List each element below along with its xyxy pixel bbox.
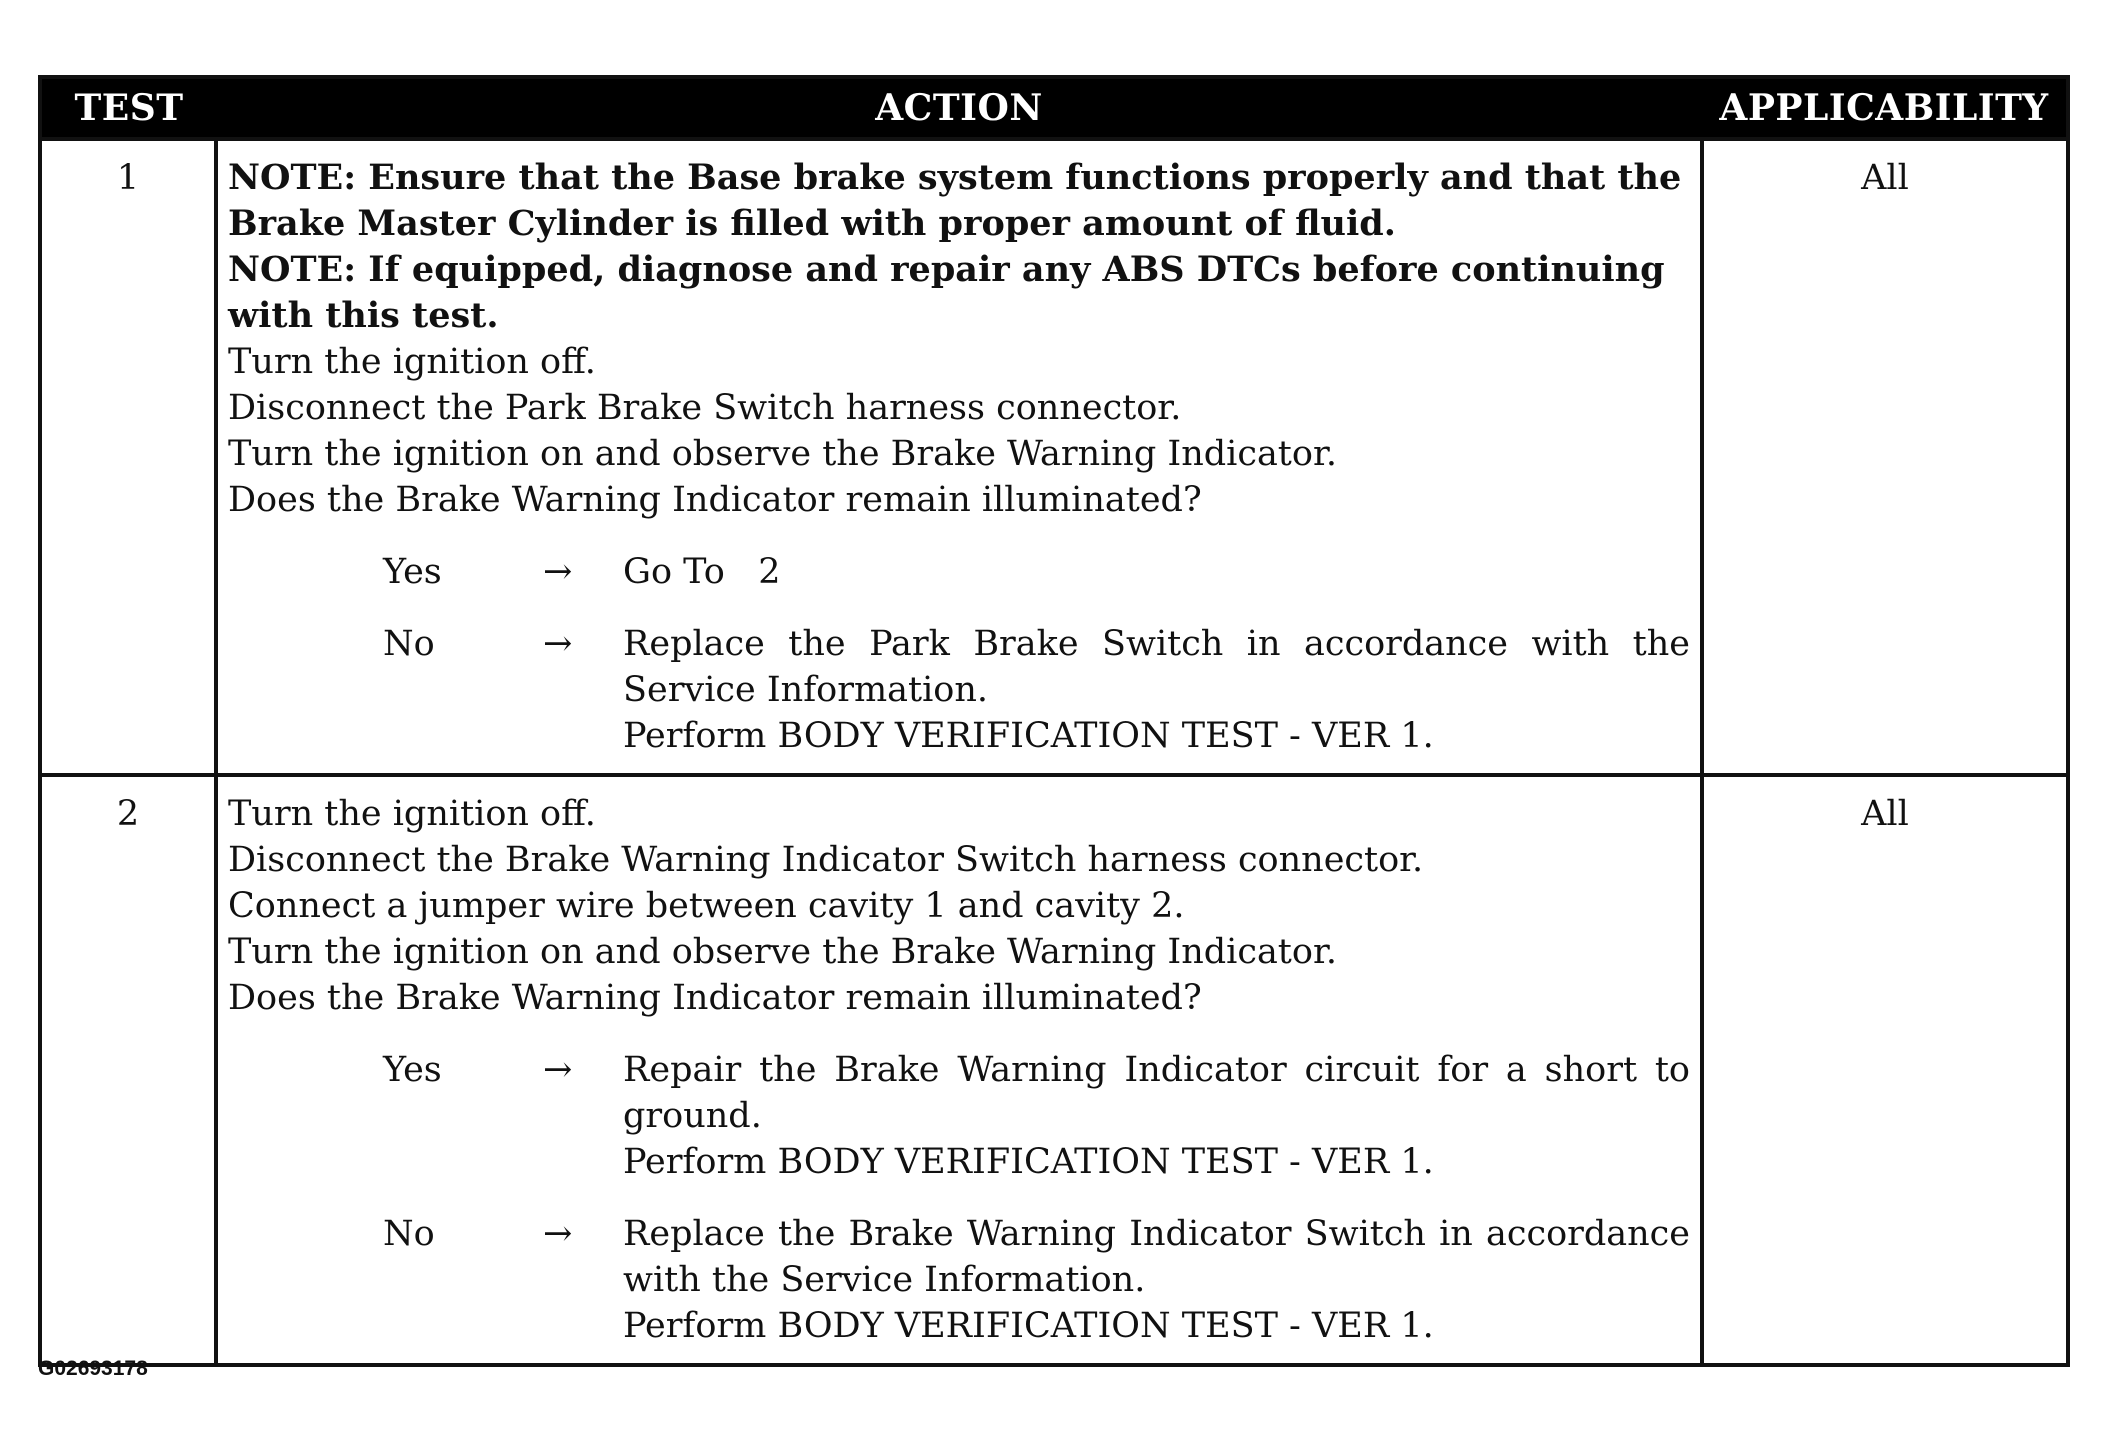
diagnostic-test-table	[38, 75, 2070, 1367]
yes-result	[623, 1047, 1690, 1185]
note-text: NOTE: If equipped, diagnose and repair any ABS DTCs before continuing with this test.	[228, 249, 1665, 336]
applicability-cell: All	[1702, 139, 2066, 775]
header-action: ACTION	[216, 79, 1702, 139]
step-text: Connect a jumper wire between cavity 1 and cavity 2.	[228, 886, 1185, 926]
yes-outcome	[383, 1047, 1690, 1185]
result-text: Perform BODY VERIFICATION TEST - VER 1.	[623, 1142, 1434, 1182]
test-number: 2	[42, 775, 216, 1363]
arrow-right-icon: →	[543, 624, 573, 664]
result-text: Replace the Park Brake Switch in accordance with the Service Information.	[623, 624, 1690, 710]
result-text: Repair the Brake Warning Indicator circuit for a short to ground.	[623, 1050, 1690, 1136]
arrow-right-icon: →	[543, 1214, 573, 1254]
header-applicability: APPLICABILITY	[1702, 79, 2066, 139]
header-row	[42, 79, 2066, 139]
table-row	[42, 775, 2066, 1363]
step-text: Does the Brake Warning Indicator remain illuminated?	[228, 978, 1202, 1018]
result-text: Go To 2	[623, 552, 781, 592]
no-result	[623, 1211, 1690, 1349]
yes-label: Yes	[383, 1050, 442, 1090]
no-result	[623, 621, 1690, 759]
yes-result	[623, 549, 1690, 595]
no-label: No	[383, 624, 435, 664]
test-table	[42, 79, 2066, 1363]
action-cell	[216, 775, 1702, 1363]
step-text: Turn the ignition off.	[228, 794, 596, 834]
result-text: Perform BODY VERIFICATION TEST - VER 1.	[623, 1306, 1434, 1346]
figure-id: G02693178	[38, 1357, 148, 1380]
header-test: TEST	[42, 79, 216, 139]
table-row	[42, 139, 2066, 775]
yes-outcome	[383, 549, 1690, 595]
step-text: Turn the ignition on and observe the Brake Warning Indicator.	[228, 434, 1337, 474]
yes-label: Yes	[383, 552, 442, 592]
result-text: Perform BODY VERIFICATION TEST - VER 1.	[623, 716, 1434, 756]
no-outcome	[383, 621, 1690, 759]
arrow-right-icon: →	[543, 1050, 573, 1090]
arrow-right-icon: →	[543, 552, 573, 592]
no-label: No	[383, 1214, 435, 1254]
step-text: Turn the ignition on and observe the Brake Warning Indicator.	[228, 932, 1337, 972]
no-outcome	[383, 1211, 1690, 1349]
action-cell	[216, 139, 1702, 775]
note-text: NOTE: Ensure that the Base brake system functions properly and that the Brake Master Cylinder is filled with proper amount of fluid.	[228, 157, 1682, 244]
step-text: Disconnect the Brake Warning Indicator Switch harness connector.	[228, 840, 1424, 880]
test-number: 1	[116, 158, 140, 198]
step-text: Disconnect the Park Brake Switch harness connector.	[228, 388, 1182, 428]
result-text: Replace the Brake Warning Indicator Switch in accordance with the Service Information.	[623, 1214, 1690, 1300]
applicability-cell: All	[1702, 775, 2066, 1363]
step-text: Turn the ignition off.	[228, 342, 596, 382]
step-text: Does the Brake Warning Indicator remain illuminated?	[228, 480, 1202, 520]
